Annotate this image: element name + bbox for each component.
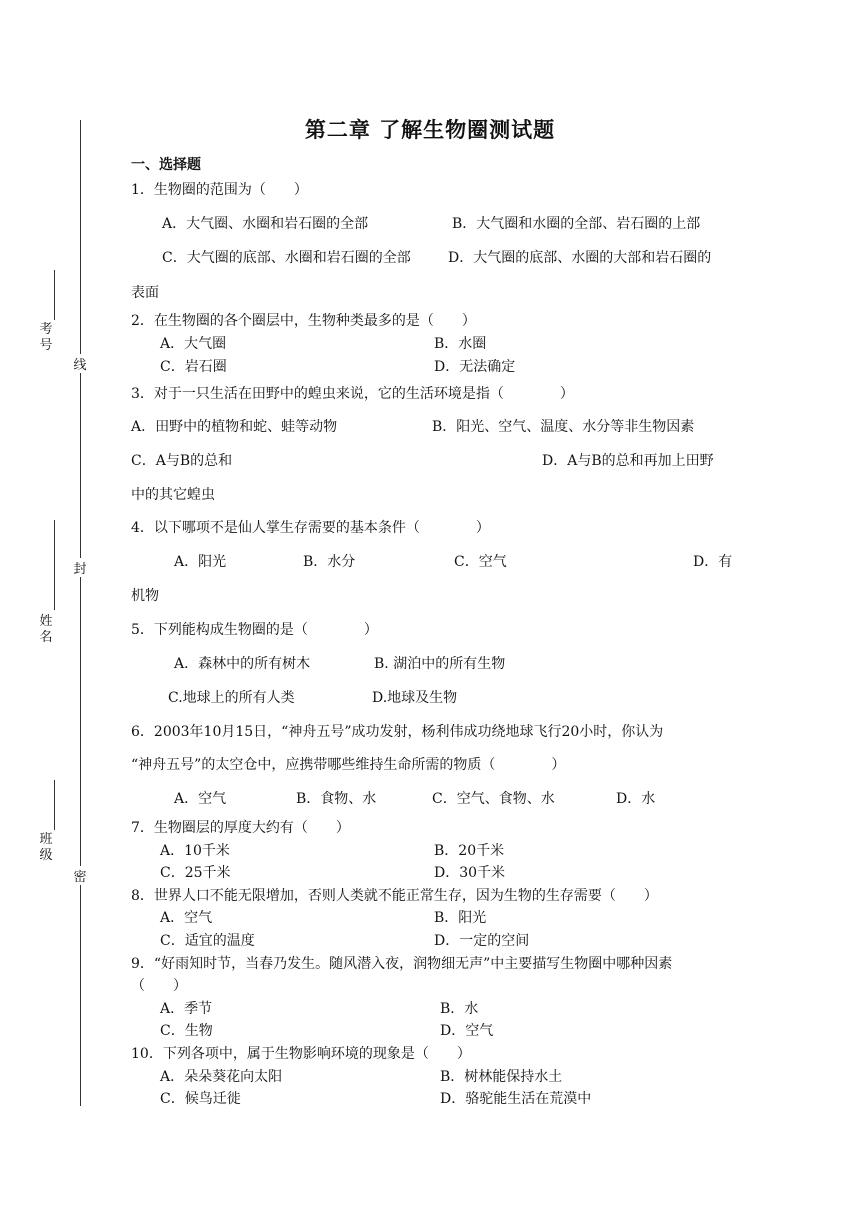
q2-option-d: D．无法确定 [434,359,516,375]
q4-option-a: A．阳光 [174,554,227,570]
question-6-cont: “神舟五号”的太空仓中，应携带哪些维持生命所需的物质（ ） [131,757,566,773]
q6-option-d: D．水 [616,791,656,807]
binding-line [80,120,81,1106]
question-1: 1．生物圈的范围为（ ） [131,182,308,198]
q8-option-d: D．一定的空间 [434,933,530,949]
section-heading: 一、选择题 [131,157,201,173]
class-blank[interactable] [54,780,55,830]
q9-option-a: A．季节 [160,1001,213,1017]
binding-mark-mi: 密 [73,866,87,885]
q7-option-d: D．30千米 [434,865,506,881]
question-6: 6．2003年10月15日，“神舟五号”成功发射，杨利伟成功绕地球飞行20小时，你认为 [131,724,664,740]
binding-mark-feng: 封 [73,558,87,577]
q4-option-d-cont: 机物 [131,588,159,604]
question-4: 4．以下哪项不是仙人掌生存需要的基本条件（ ） [131,520,490,536]
q2-option-c: C．岩石圈 [160,359,227,375]
q8-option-a: A．空气 [160,910,213,926]
q5-option-a: A．森林中的所有树木 [174,656,311,672]
binding-mark-xian: 线 [73,354,87,373]
q7-option-a: A．10千米 [160,843,230,859]
student-name-blank[interactable] [54,520,55,610]
exam-number-blank[interactable] [54,270,55,320]
q4-option-c: C．空气 [454,554,507,570]
q1-option-d-cont: 表面 [131,285,159,301]
question-9: 9．“好雨知时节，当春乃发生。随风潜入夜，润物细无声”中主要描写生物圈中哪种因素 [131,956,673,972]
q6-option-c: C．空气、食物、水 [432,791,555,807]
q5-option-c: C.地球上的所有人类 [168,690,295,706]
q5-option-b: B. 湖泊中的所有生物 [374,656,506,672]
q6-option-a: A．空气 [174,791,227,807]
question-2: 2．在生物圈的各个圈层中，生物种类最多的是（ ） [131,313,476,329]
q3-option-b: B．阳光、空气、温度、水分等非生物因素 [432,419,695,435]
q5-option-d: D.地球及生物 [372,690,458,706]
question-3: 3．对于一只生活在田野中的蝗虫来说，它的生活环境是指（ ） [131,386,574,402]
q4-option-d: D．有 [693,554,733,570]
page-title: 第二章 了解生物圈测试题 [304,118,556,142]
q1-option-b: B．大气圈和水圈的全部、岩石圈的上部 [452,216,701,232]
q3-option-d-cont: 中的其它蝗虫 [131,487,215,503]
q9-option-d: D．空气 [440,1023,494,1039]
question-5: 5．下列能构成生物圈的是（ ） [131,622,378,638]
q10-option-c: C．候鸟迁徙 [160,1091,241,1107]
q1-option-d: D．大气圈的底部、水圈的大部和岩石圈的 [448,250,712,266]
q8-option-c: C．适宜的温度 [160,933,255,949]
q7-option-c: C．25千米 [160,865,231,881]
q9-option-b: B．水 [440,1001,479,1017]
q10-option-d: D．骆驼能生活在荒漠中 [440,1091,592,1107]
q2-option-a: A．大气圈 [160,336,227,352]
q1-option-a: A．大气圈、水圈和岩石圈的全部 [162,216,369,232]
class-label: 班级 [39,832,53,863]
question-10: 10．下列各项中，属于生物影响环境的现象是（ ） [131,1046,471,1062]
q9-option-c: C．生物 [160,1023,213,1039]
q1-option-c: C．大气圈的底部、水圈和岩石圈的全部 [162,250,411,266]
q3-option-d: D．A与B的总和再加上田野 [542,453,714,469]
q10-option-a: A．朵朵葵花向太阳 [160,1069,283,1085]
q3-option-c: C．A与B的总和 [131,453,233,469]
question-8: 8．世界人口不能无限增加，否则人类就不能正常生存，因为生物的生存需要（ ） [131,888,658,904]
q6-option-b: B．食物、水 [296,791,377,807]
q3-option-a: A．田野中的植物和蛇、蛙等动物 [131,419,338,435]
q8-option-b: B．阳光 [434,910,487,926]
question-7: 7．生物圈层的厚度大约有（ ） [131,820,350,836]
q7-option-b: B．20千米 [434,843,505,859]
q4-option-b: B．水分 [303,554,356,570]
question-9-cont: （ ） [131,978,187,994]
student-name-label: 姓名 [39,614,53,645]
q2-option-b: B．水圈 [434,336,487,352]
exam-number-label: 考号 [39,322,53,353]
q10-option-b: B．树林能保持水土 [440,1069,563,1085]
